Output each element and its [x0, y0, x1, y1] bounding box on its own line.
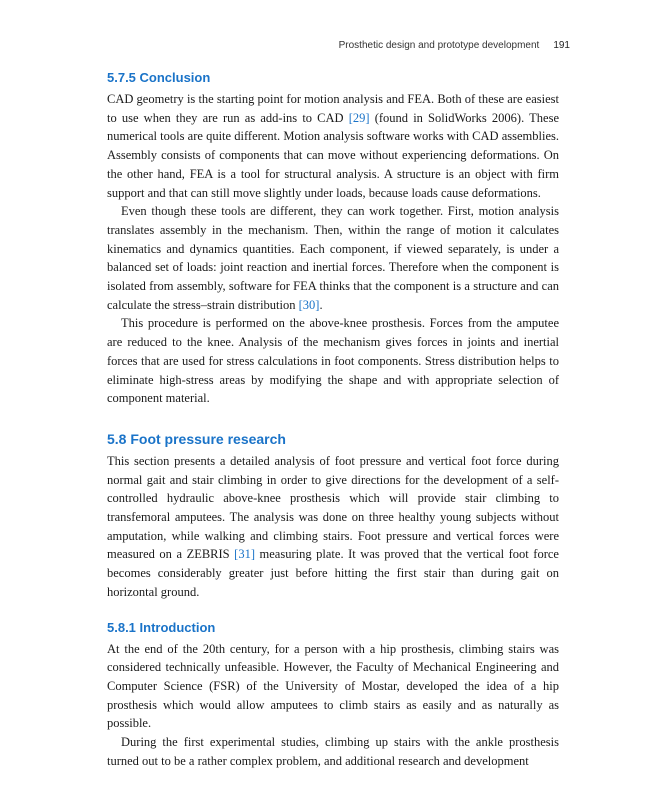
paragraph: This procedure is performed on the above-knee prosthesis. Forces from the amputee are reduced to the knee. Analysis of the mechanism gives forces in joints and inertial forces that are used for stress calculations in foot components. Stress distribution helps to eliminate high-stress areas by modifying the shape and with appropriate selection of component material.: [107, 316, 559, 406]
page-number: 191: [553, 40, 570, 51]
running-header: [107, 40, 570, 51]
paragraph-text: .: [319, 297, 323, 312]
citation-link[interactable]: [29]: [348, 110, 370, 125]
citation-link[interactable]: [30]: [298, 297, 320, 312]
paragraph: At the end of the 20th century, for a person with a hip prosthesis, climbing stairs was considered technically unfeasible. However, the Faculty of Mechanical Engineering and Computer Science (FSR) of the University of Mostar, developed the idea of a hip prosthesis which would allow amputees to climb stairs as easily and as naturally as possible.: [107, 641, 559, 731]
main-content: [107, 66, 559, 771]
citation-link[interactable]: [31]: [234, 547, 255, 562]
paragraph: [107, 202, 559, 314]
paragraph-text: CAD geometry is the starting point for motion analysis and FEA. Both of these are easiest to use when they are run as add-ins to CAD: [107, 92, 559, 125]
running-title: Prosthetic design and prototype development: [338, 40, 540, 51]
paragraph-text: measuring plate. It was proved that the vertical foot force becomes considerably greater just before hitting the first stair than during gait on horizontal ground.: [107, 547, 559, 599]
paragraph: [107, 90, 559, 202]
section-heading-5-8: 5.8 Foot pressure research: [107, 430, 286, 447]
paragraph-text: Even though these tools are different, they can work together. First, motion analysis translates assembly in the mechanism. Then, within the range of motion it calculates kinematics and dynamics quantities. Each component, if viewed separately, is under a balanced set of loads: joint reaction and inertial forces. Therefore when the component is isolated from assembly, software for FEA thinks that the component is a structure and can calculate the stress–strain distribution: [107, 204, 559, 312]
section-heading-5-7-5: 5.7.5 Conclusion: [107, 70, 211, 85]
spacer: [107, 408, 559, 426]
spacer: [107, 602, 559, 616]
section-heading-5-8-1: 5.8.1 Introduction: [107, 619, 216, 635]
paragraph-text: (found in SolidWorks 2006). These numerical tools are quite different. Motion analysis software works with CAD assemblies. Assembly consists of components that can move without experiencing deformations. On the other hand, FEA is a tool for structural analysis. A structure is an object with firm support and that can still move slightly under loads, because loads cause deformations.: [107, 110, 559, 200]
paragraph-text: This section presents a detailed analysis of foot pressure and vertical foot force during normal gait and stair climbing in order to give directions for the development of a self-controlled hydraulic above-knee prosthesis which will provide stair climbing to transfemoral amputees. The analysis was done on three healthy young subjects without amputation, while walking and climbing stairs. Foot pressure and vertical forces were measured on a ZEBRIS: [107, 453, 559, 562]
paragraph: [107, 452, 559, 602]
paragraph: During the first experimental studies, climbing up stairs with the ankle prosthesis turned out to be a rather complex problem, and additional research and development: [107, 735, 559, 768]
